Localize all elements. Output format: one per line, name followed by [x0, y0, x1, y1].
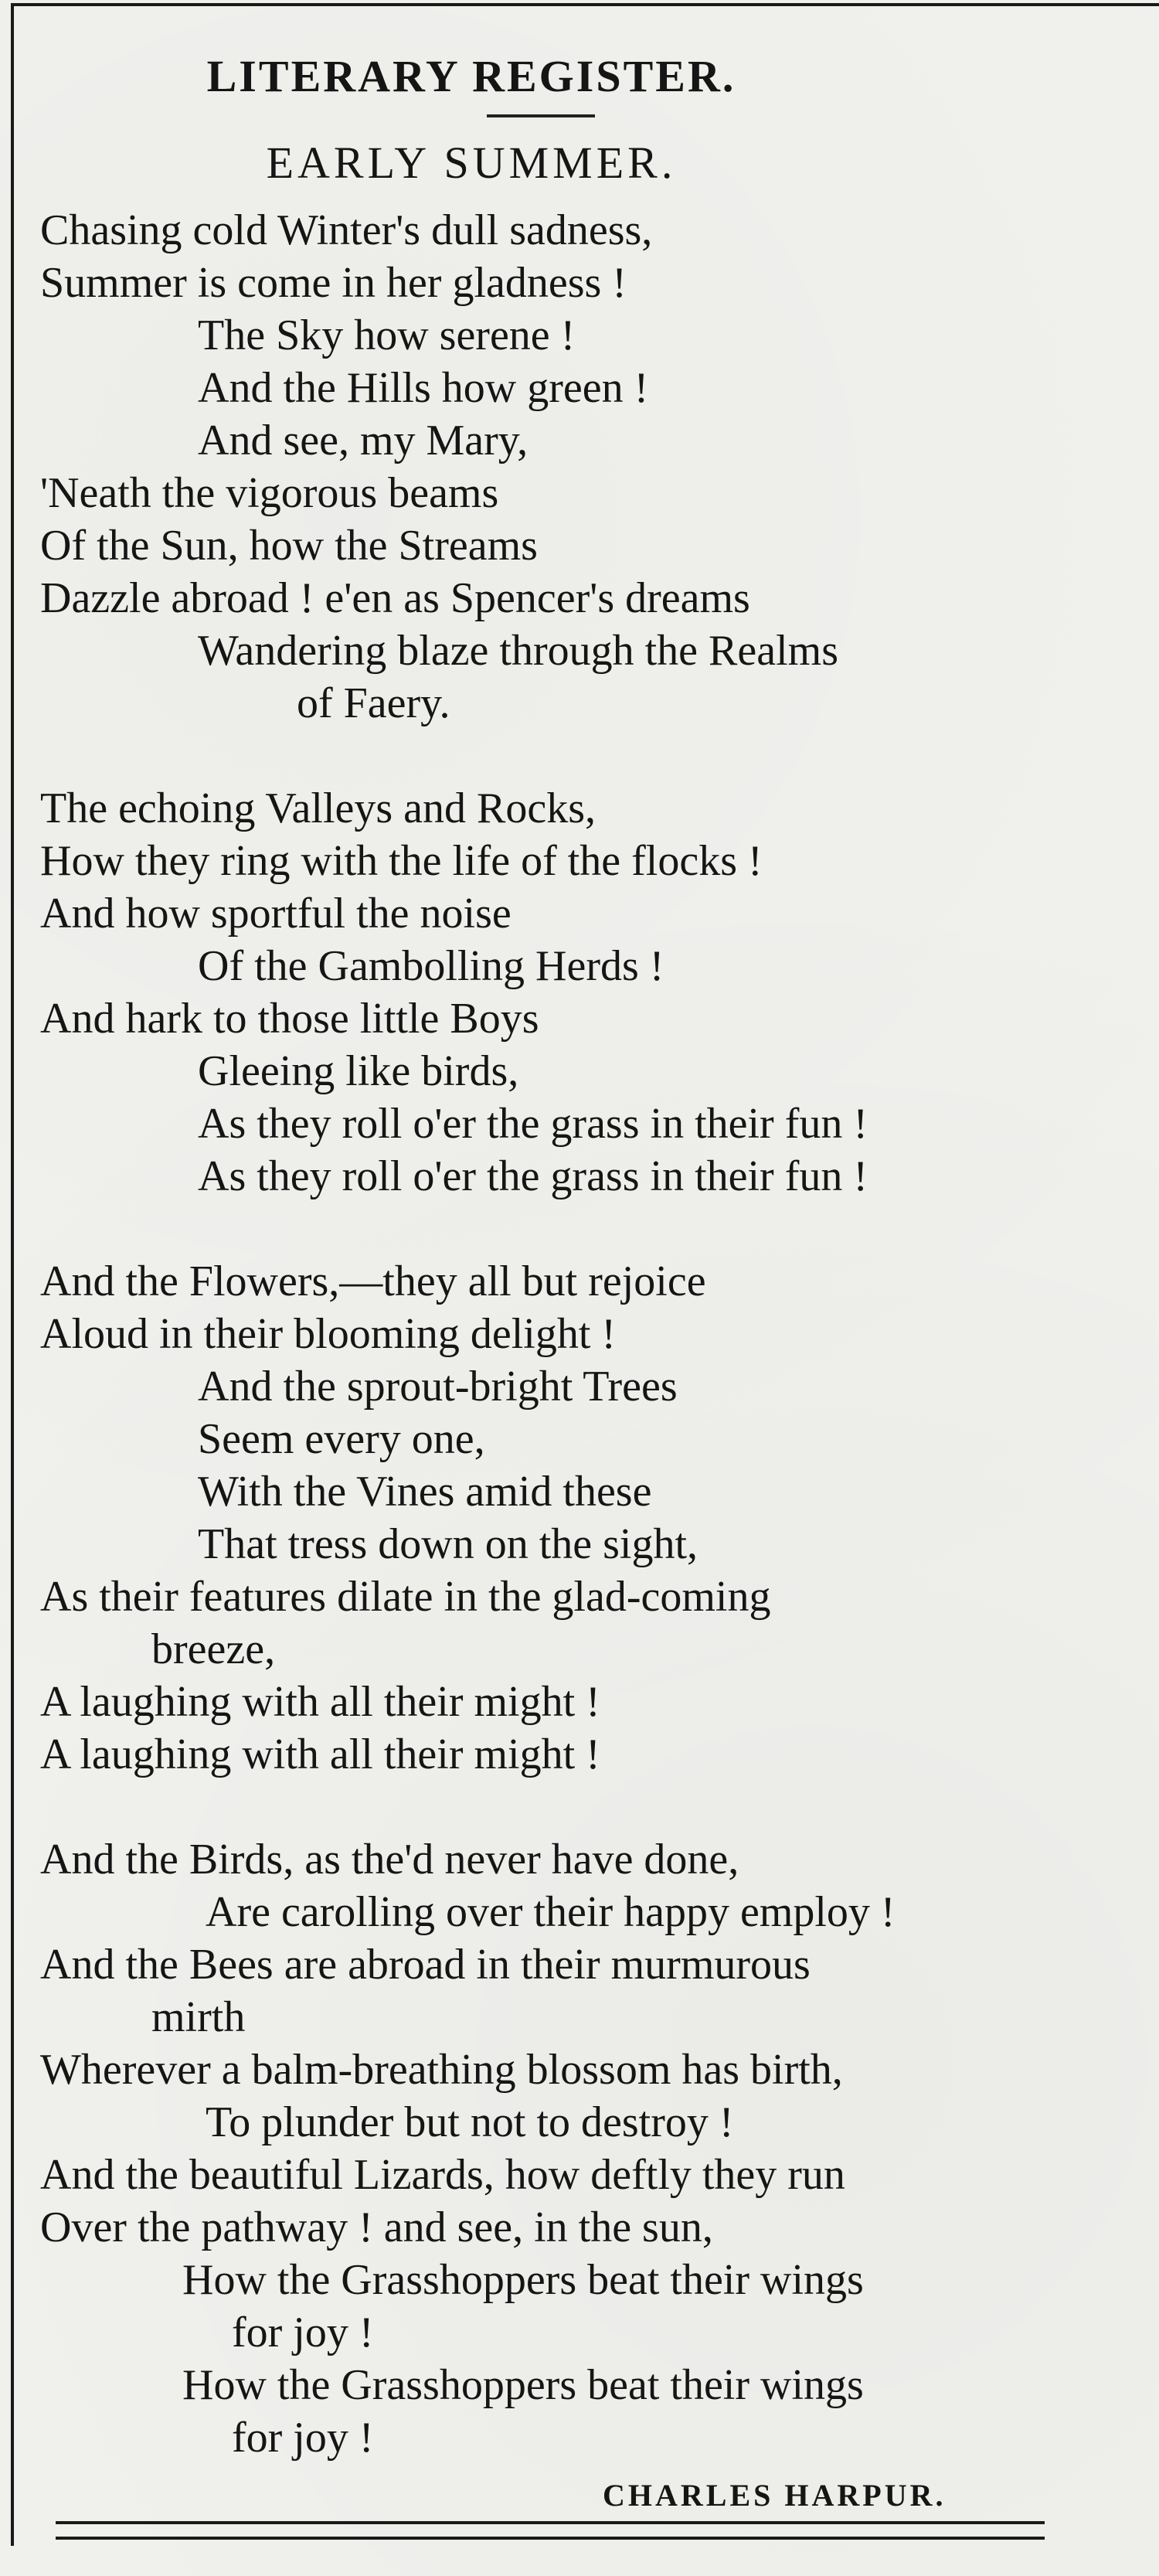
- stanza-1: [0, 204, 1159, 730]
- poem-line: Aloud in their blooming delight !: [40, 1310, 617, 1358]
- poem-line: As their features dilate in the glad-coming: [40, 1573, 771, 1621]
- poem-line: Gleeing like birds,: [198, 1047, 519, 1095]
- poem-line: Of the Gambolling Herds !: [198, 942, 664, 990]
- poem-line: 'Neath the vigorous beams: [40, 469, 499, 517]
- poem-line: The echoing Valleys and Rocks,: [40, 784, 596, 832]
- bottom-rule-upper: [56, 2521, 1045, 2524]
- poem-line: To plunder but not to destroy !: [206, 2098, 734, 2146]
- poem-line: A laughing with all their might !: [40, 1678, 600, 1726]
- poem-line: And the Birds, as the'd never have done,: [40, 1836, 739, 1884]
- poem-line: Over the pathway ! and see, in the sun,: [40, 2203, 713, 2251]
- poem-line: And the Hills how green !: [198, 364, 649, 412]
- author-signature: CHARLES HARPUR.: [603, 2478, 947, 2513]
- poem-line: With the Vines amid these: [198, 1468, 652, 1516]
- poem-line: The Sky how serene !: [198, 311, 576, 359]
- poem-line: That tress down on the sight,: [198, 1520, 698, 1568]
- poem-line: Wandering blaze through the Realms: [198, 627, 839, 675]
- poem-line: How they ring with the life of the flocks !: [40, 837, 763, 885]
- stanza-3: [0, 1255, 1159, 1781]
- poem-line: for joy !: [232, 2309, 374, 2357]
- poem-body: [0, 204, 1159, 2516]
- poem-line: Of the Sun, how the Streams: [40, 522, 538, 570]
- poem-line: of Faery.: [297, 679, 450, 727]
- poem-line: And the Bees are abroad in their murmurous: [40, 1941, 811, 1989]
- stanza-2: [0, 782, 1159, 1203]
- poem-line: How the Grasshoppers beat their wings: [182, 2256, 864, 2304]
- poem-line: Seem every one,: [198, 1415, 485, 1463]
- poem-line: As they roll o'er the grass in their fun !: [198, 1100, 868, 1148]
- section-heading: LITERARY REGISTER.: [206, 51, 736, 101]
- poem-line: Summer is come in her gladness !: [40, 259, 627, 307]
- top-border-rule: [11, 3, 1159, 6]
- poem-line: mirth: [151, 1993, 246, 2041]
- poem-title: EARLY SUMMER.: [266, 138, 677, 188]
- poem-line: And the beautiful Lizards, how deftly they run: [40, 2151, 845, 2199]
- poem-line: And hark to those little Boys: [40, 995, 539, 1043]
- poem-line: And the sprout-bright Trees: [198, 1363, 678, 1411]
- poem-line: A laughing with all their might !: [40, 1730, 600, 1778]
- poem-line: As they roll o'er the grass in their fun !: [198, 1152, 868, 1200]
- poem-line: Dazzle abroad ! e'en as Spencer's dreams: [40, 574, 750, 622]
- poem-line: Wherever a balm-breathing blossom has birth,: [40, 2046, 843, 2094]
- poem-line: And how sportful the noise: [40, 890, 512, 938]
- heading-separator: [487, 114, 595, 117]
- poem-line: And see, my Mary,: [198, 417, 529, 464]
- poem-line: breeze,: [151, 1625, 276, 1673]
- poem-line: How the Grasshoppers beat their wings: [182, 2361, 864, 2409]
- poem-line: And the Flowers,—they all but rejoice: [40, 1257, 706, 1305]
- poem-line: for joy !: [232, 2414, 374, 2462]
- poem-line: Are carolling over their happy employ !: [206, 1888, 896, 1936]
- poem-line: Chasing cold Winter's dull sadness,: [40, 206, 653, 254]
- stanza-4: [0, 1833, 1159, 2464]
- bottom-rule-lower: [56, 2537, 1045, 2540]
